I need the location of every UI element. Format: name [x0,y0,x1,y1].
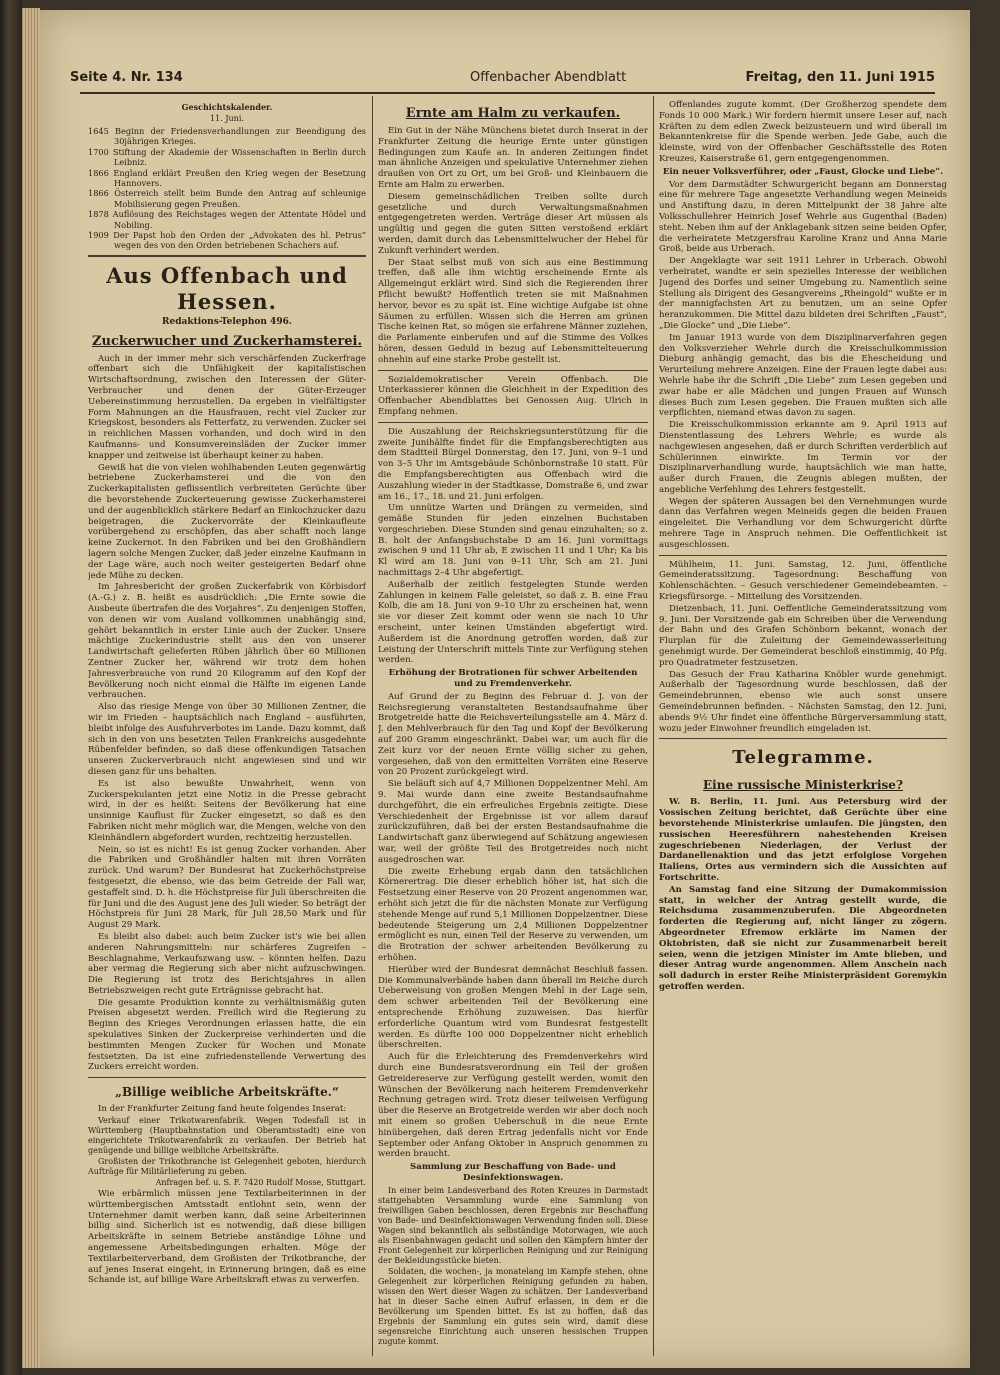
section-title: Aus Offenbach und Hessen. [106,262,348,314]
article-paragraph: In der Frankfurter Zeitung fand heute folgendes Inserat: [98,1104,347,1115]
advertisement-contact: Anfragen bef. u. S. F. 7420 Rudolf Mosse, Stuttgart. [155,1178,366,1188]
local-news: Das Gesuch der Frau Katharina Knöbler wurde genehmigt. Außerhalb der Tagesordnung wurde beschlossen, daß der Gemeindebrunnen, ebenso wie auch sonst unsere Gemeindebrunnen befinden. – Nächsten Samstag, den 12. Juni, abends 9½ Uhr findet eine öffentliche Bürgerversammlung statt, wozu jeder Einwohner freundlich eingeladen ist. [659,669,947,734]
column-divider-1 [372,96,373,1356]
article-title: Ernte am Halm zu verkaufen. [405,106,621,121]
article-paragraph: Im Januar 1913 wurde von dem Disziplinarverfahren gegen den Volksverzieher Wehrle durch die Kreisschulkommission Dieburg anhängig gemacht, das bis die Ehescheidung und Verurteilung mehrere Anzeigen. Eine der Frauen legte dabei aus: Wehrle habe ihr die Schrift „Die Liebe“ zum Lesen gegeben und zwar habe er alle Mädchen und jungen Frauen auf Wunsch dieses Buch zum Lesen gegeben. Die Frauen mußten sich alle verpflichten, niemand etwas davon zu sagen. [659,332,947,419]
article-paragraph: Also das riesige Menge von über 30 Millionen Zentner, die wir im Frieden – hauptsächlich nach England – ausführten, bleibt infolge des Ausfuhrverbotes im Lande. Dazu kommt, daß sich in den von uns besetzten Teilen Frankreichs ausgedehnte Rübenfelder befinden, so daß diese offenkundigen Tatsachen unseren Zuckerverbrauch nicht angewiesen sind und wir diesen ganz für uns behalten. [88,702,366,777]
page-header [70,8,935,85]
advertisement-quote: Verkauf einer Trikotwarenfabrik. Wegen Todesfall ist in Württemberg (Hauptbahnstation und Oberamtsstadt) eine von eingerichtete Trikotwarenfabrik zu verkaufen. Der Betrieb hat genügende und billige weibliche Arbeitskräfte. [88,1116,366,1156]
article-paragraph: Gewiß hat die von vielen wohlhabenden Leuten gegenwärtig betriebene Zuckerhamsterei und die von den Zuckerkapitalisten geflissentlich verbreiteten Gerüchte über die bevorstehende Zuckerteuerung gewisse Zuckerhamsterei und der augenblicklich stärkere Bedarf an Einkochzucker dazu beigetragen, die Zuckervorräte der Kleinkaufleute vorübergehend zu erschöpfen, das aber schafft noch lange keine Zuckernot. In den Fabriken und bei den Großhändlern lagern solche Mengen Zucker, daß jeder einzelne Kaufmann in der Lage wäre, auch noch weiter gesteigerten Bedarf ohne jede Mühe zu decken. [88,462,366,581]
divider [378,422,648,423]
article-paragraph: Auch in der immer mehr sich verschärfenden Zuckerfrage offenbart sich die Unfähigkeit der kapitalistischen Wirtschaftsordnung, zwischen den Interessen der Güter-Verbraucher und denen der Güter-Erzeuger Uebereinstimmung herzustellen. Da ergeben in vielfältigster Form Mahnungen an die Hausfrauen, recht viel Zucker zur Kriegskost, besonders als Fetterfatz, zu verwenden. Zucker sei in reichlichen Massen vorhanden, und doch wird in den Kaufmanns- und Konsumvereinsläden der Zucker immer knapper und zeitweise ist überhaupt keiner zu haben. [88,353,366,461]
calendar-entry: 1878 Auflösung des Reichstages wegen der Attentate Hödel und Nobiling. [88,209,366,230]
article-paragraph: Die zweite Erhebung ergab dann den tatsächlichen Körnerertrag. Die dieser erheblich höher ist, hat sich die Festsetzung einer Reserve von 20 Prozent angenommen war, erhöht sich jetzt die für die nächsten Monate zur Verfügung stehende Menge auf rund 5,1 Millionen Doppelzentner. Diese bedeutende Steigerung um 2,4 Millionen Doppelzentner ermöglicht es nun, einen Teil der Reserve zu verwenden, um die Brotration der schwer arbeitenden Bevölkerung zu erhöhen. [378,866,648,963]
article-paragraph: Der Staat selbst muß von sich aus eine Bestimmung treffen, daß alle ihm wichtig erscheinende Ernte als Allgemeingut erklärt wird. Sind sich die Regierenden ihrer Pflicht bewußt? Hoffentlich treten sie mit Maßnahmen hervor, bevor es zu spät ist. Eine wichtige Aufgabe ist ohne Säumen zu erfüllen. Wissen sich die Herren am grünen Tische keinen Rat, so mögen sie erfahrene Männer zuziehen, die Parlamente einberufen und auf die Stimme des Volkes hören, dessen Geduld in bezug auf Lebensmittelteuerung ohnehin auf eine starke Probe gestellt ist. [378,257,648,365]
telegram-section-title: Telegramme. [732,747,874,769]
header-masthead: Offenbacher Abendblatt [470,70,627,85]
book-binding [0,0,22,1375]
article-paragraph: Sie beläuft sich auf 4,7 Millionen Doppelzentner Mehl. Am 9. Mai wurde dann eine zweite Bestandsaufnahme durchgeführt, die ein erfreuliches Ergebnis zeitigte. Diese Verschiedenheit der Ergebnisse ist vor allem darauf zurückzuführen, daß bei der ersten Bestandsaufnahme die Landwirtschaft ganz überwiegend auf Schätzung angewiesen war, weil der größte Teil des Brotgetreides noch nicht ausgedroschen war. [378,779,648,865]
column-3 [659,100,947,1355]
article-paragraph: Auf Grund der zu Beginn des Februar d. J. von der Reichsregierung veranstalteten Bestandsaufnahme über Brotgetreide hatte die Reichsverteilungsstelle am 4. März d. J. den Mehlverbrauch für den Tag und Kopf der Bevölkerung auf 200 Gramm eingeschränkt. Dabei war, um auch für die Zeit kurz vor der neuen Ernte völlig sicher zu gehen, vorgesehen, daß von den ermittelten Vorräten eine Reserve von 20 Prozent zurückgelegt wird. [378,691,648,778]
article-title: Zuckerwucher und Zuckerhamsterei. [92,333,362,349]
article-paragraph: Im Jahresbericht der großen Zuckerfabrik von Körbisdorf (A.-G.) z. B. heißt es ausdrücklich: „Die Ernte sowie die Ausbeute übertrafen die des Vorjahres“. Zu denjenigen Stoffen, von denen wir vom Ausland vollkommen unabhängig sind, gehört bekanntlich in erster Linie auch der Zucker. Unsere mächtige Zuckerindustrie stellt aus den von unserer Landwirtschaft gelieferten Rüben jährlich über 60 Millionen Zentner Zucker her, während wir trotz dem hohen Jahresverbrauche von rund 20 Kilogramm auf den Kopf der Bevölkerung noch nicht einmal die Hälfte im eigenen Lande verbrauchen. [88,582,366,701]
article-paragraph: Nein, so ist es nicht! Es ist genug Zucker vorhanden. Aber die Fabriken und Großhändler halten mit ihren Vorräten zurück. Und warum? Der Bundesrat hat Zuckerhöchstpreise festgesetzt, die ebenso, wie das beim Getreide der Fall war, gestaffelt sind. D. h. die Höchstpreise für Juli überschreiten die für Juni und die des August jene des Juli wieder. So beträgt der Höchstpreis für Juni 28 Mark, für Juli 28,50 Mark und für August 29 Mark. [88,844,366,931]
article-paragraph: In einer beim Landesverband des Roten Kreuzes in Darmstadt stattgehabten Versammlung wurde eine Sammlung von freiwilligen Gaben beschlossen, deren Ergebnis zur Beschaffung von Bade- und Desinfektionswagen Verwendung finden soll. Diese Wagen sind bekanntlich als selbständige Motorwagen, wie auch als Eisenbahnwagen gedacht und sollen den Kämpfern hinter der Front Gelegenheit zur körperlichen Reinigung und zur Reinigung der Bekleidungsstücke bieten. [378,1185,648,1265]
page-edges [22,8,40,1368]
calendar-entry: 1866 Österreich stellt beim Bunde den Antrag auf schleunige Mobilisierung gegen Preußen. [88,188,366,209]
article-paragraph: Hierüber wird der Bundesrat demnächst Beschluß fassen. Die Kommunalverbände haben dann überall im Reiche durch Ueberweisung von großen Mengen Mehl in der Lage sein, dem schwer arbeitenden Teil der Bevölkerung eine entsprechende Erhöhung zuzuweisen. Das hierfür erforderliche Quantum wird vom Bundesrat festgestellt werden. Es dürfte 100 000 Doppelzentner nicht erheblich überschreiten. [378,964,648,1051]
calendar-entry: 1909 Der Papst hob den Orden der „Advokaten des hl. Petrus“ wegen des von den Orden betriebenen Schachers auf. [88,230,366,251]
local-news: Dietzenbach, 11. Juni. Oeffentliche Gemeinderatssitzung vom 9. Juni. Der Vorsitzende gab ein Schreiben über die Verwendung der Bahn und des Grafen Schönborn bekannt, wonach der Flurplan für die Zuleitung der Gemeindewasserleitung genehmigt wurde. Der Gemeinderat beschloß einstimmig, 40 Pfg. pro Quadratmeter festzusetzen. [659,603,947,668]
article-title: Sammlung zur Beschaffung von Bade- und Desinfektionswagen. [410,1162,616,1183]
calendar-entry: 1866 England erklärt Preußen den Krieg wegen der Besetzung Hannovers. [88,167,366,189]
section-subtitle: Redaktions-Telephon 496. [162,316,292,327]
column-2 [378,100,648,1355]
telegram-headline: Eine russische Ministerkrise? [703,778,903,793]
article-title: „Billige weibliche Arbeitskräfte.“ [115,1085,339,1100]
article-paragraph: Offenlandes zugute kommt. (Der Großherzog spendete dem Fonds 10 000 Mark.) Wir fordern hiermit unsere Leser auf, nach Kräften zu dem edlen Zweck beizusteuern und wird überall im Bekanntenkreise für die Spende werben. Jede Gabe, auch die kleinste, wird von der Offenbacher Geschäftsstelle des Roten Kreuzes, Kaiserstraße 61, gern entgegengenommen. [659,100,947,164]
local-news: Mühlheim, 11. Juni. Samstag, 12. Juni, öffentliche Gemeinderatssitzung. Tagesordnung: Beschaffung von Kohlenschächten. – Gesuch verschiedener Gemeindebeamten. – Kriegsfürsorge. – Mitteilung des Vorsitzenden. [659,559,947,603]
column-1 [88,100,366,1355]
telegram-paragraph: An Samstag fand eine Sitzung der Dumakommission statt, in welcher der Antrag gestellt wurde, die Reichsduma zusammenzuberufen. Die Abgeordneten forderten die Regierung auf, nicht länger zu zögern. Abgeordneter Efremow erklärte im Namen der Oktobristen, daß sie nicht zur Zusammenarbeit bereit seien, wenn die jetzigen Minister im Amte blieben, und dieser Antrag wurde angenommen. Allem Anschein nach soll dadurch in erster Reihe Ministerpräsident Goremykin getroffen werden. [659,884,947,992]
divider [378,370,648,371]
article-paragraph: Außerhalb der zeitlich festgelegten Stunde werden Zahlungen in keinem Falle geleistet, so daß z. B. eine Frau Kolb, die am 18. Juni von 9–10 Uhr zu erscheinen hat, wenn sie vor dieser Zeit kommt oder wenn sie nach 10 Uhr erscheint, unter keinen Umständen abgefertigt wird. Außerdem ist die Anordnung getroffen worden, daß zur Leistung der Unterschrift mittels Tinte zur Verfügung stehen werden. [378,579,648,666]
column-divider-2 [653,96,654,1356]
telegram-paragraph: W. B. Berlin, 11. Juni. Aus Petersburg wird der Vossischen Zeitung berichtet, daß Gerüchte über eine bevorstehende Ministerkrise umlaufen. Die jüngsten, den russischen Heeresführern nahestehenden Kreisen zugeschriebenen Niederlagen, der Verlust der Dardanellenaktion und das jetzt erfolglose Vorgehen Italiens, Ortes aus vermindern sich die Aussichten auf Fortschritte. [659,797,947,883]
divider [659,738,947,739]
article-paragraph: Auch für die Erleichterung des Fremdenverkehrs wird durch eine Bundesratsverordnung ein Teil der großen Getreidereserve zur Verfügung gestellt werden, womit den Wünschen der Bevölkerung nach heiterem Fremdenverkehr Rechnung getragen wird. Trotz dieser teilweisen Verfügung über die Reserve an Brotgetreide werden wir aber doch noch mit einem so großen Ueberschuß in die neue Ernte hinübergehen, daß deren Ertrag jedenfalls nicht vor Ende September oder Anfang Oktober in Anspruch genommen zu werden braucht. [378,1052,648,1160]
article-paragraph: Die Auszahlung der Reichskriegsunterstützung für die zweite Junihälfte findet für die Empfangsberechtigten aus dem Stadtteil Bürgel Donnerstag, den 17. Juni, von 9–1 und von 3–5 Uhr im Amtsgebäude Schönbornstraße 10 statt. Für die Empfangsberechtigten aus Offenbach wird die Auszahlung wieder in der Stadtkasse, Domstraße 6, und zwar am 16., 17., 18. und 21. Juni erfolgen. [378,426,648,502]
club-notice: Sozialdemokratischer Verein Offenbach. Die Unterkassierer können die Gleichheit in der Expedition des Offenbacher Abendblattes bei Genossen Aug. Ulrich in Empfang nehmen. [378,374,648,417]
calendar-entry: 1700 Stiftung der Akademie der Wissenschaften in Berlin durch Leibniz. [88,146,366,168]
article-paragraph: Die Kreisschulkommission erkannte am 9. April 1913 auf Dienstentlassung des Lehrers Wehrle; es wurde als nachgewiesen angesehen, daß er durch Schriften verderblich auf Schülerinnen einwirkte. Im Termin vor der Disziplinarverhandlung wurde, hauptsächlich wie man hatte, außer durch Frauen, die Zeugnis ablegen mußten, der angebliche Verfehlung des Lehrers festgestellt. [659,420,947,495]
article-paragraph: Es bleibt also dabei: auch beim Zucker ist's wie bei allen anderen Nahrungsmitteln: nur schärferes Zugreifen – Beschlagnahme, Verkaufszwang usw. – könnten helfen. Dazu aber vermag die Regierung sich aber nicht aufzuschwingen. Die Regierung ist trotz des Berichtsjahres in allen Betriebszweigen recht gute Erträgnisse gebracht hat. [88,931,366,996]
article-paragraph: Wie erbärmlich müssen jene Textilarbeiterinnen in der württembergischen Amtsstadt entlohnt sein, wenn der Unternehmer damit werben kann, daß seine Arbeiterinnen billig sind. Sicherlich ist es notwendig, daß diese billigen Arbeitskräfte in seinem Betriebe anständige Löhne und angemessene Arbeitsbedingungen erhalten. Möge der Textilarbeiterverband, dem Großisten der Trikotbranche, der auf jenes Inserat eingeht, in Erinnerung bringen, daß es eine Schande ist, auf billige Ware Arbeitskraft etwas zu verwerfen. [88,1189,366,1286]
article-paragraph: Die gesamte Produktion konnte zu verhältnismäßig guten Preisen abgesetzt werden. Freilich wird die Regierung zu Beginn des Krieges Verordnungen erlassen hatte, die ein spekulatives Sinken der Zuckerpreise verhinderten und die bestimmten Mengen Zucker für Wochen und Monate festsetzten. Da ist eine zufriedenstellende Verwertung des Zuckers erreicht worden. [88,997,366,1073]
article-paragraph: Vor dem Darmstädter Schwurgericht begann am Donnerstag eine für mehrere Tage angesetzte Verhandlung wegen Meineids und Anstiftung dazu, in deren Mittelpunkt der 38 Jahre alte Volksschullehrer Heinrich Josef Wehrle aus Gugenthal (Baden) steht. Neben ihm auf der Anklagebank sitzen seine beiden Opfer, die verheiratete Metzgersfrau Karoline Kranz und Anna Marie Groß, beide aus Urberach. [659,179,947,255]
divider [659,555,947,556]
calendar-entry: 1645 Beginn der Friedensverhandlungen zur Beendigung des 30jährigen Krieges. [88,126,366,147]
article-paragraph: Wegen der späteren Aussagen bei den Vernehmungen wurde dann das Verfahren wegen Meineids gegen die beiden Frauen eingeleitet. Die Verhandlung vor dem Schwurgericht dürfte mehrere Tage in Anspruch nehmen. Die Oeffentlichkeit ist ausgeschlossen. [659,496,947,550]
divider [88,1077,366,1078]
article-paragraph: Diesem gemeinschädlichen Treiben sollte durch gesetzliche und durch Verwaltungsmaßnahmen entgegengetreten werden. Verträge dieser Art müssen als ungültig und gegen die guten Sitten verstoßend erklärt werden, damit durch das Lebensmittelwucher der Hebel für Zukunft verhindert werden. [378,191,648,256]
advertisement-quote: Großisten der Trikotbranche ist Gelegenheit geboten, hierdurch Aufträge für Militärlieferung zu geben. [88,1157,366,1177]
article-paragraph: Es ist also bewußte Unwahrheit, wenn von Zuckerspekulanten jetzt eine Notiz in die Presse gebracht wird, in der es heißt: Seitens der Bevölkerung hat eine unsinnige Kauflust für Zucker eingesetzt, so daß es den Fabriken nicht mehr möglich war, die Mengen, welche von den Kleinhändlern abgefordert wurden, rechtzeitig herzustellen. [88,778,366,843]
article-paragraph: Soldaten, die wochen-, ja monatelang im Kampfe stehen, ohne Gelegenheit zur körperlichen Reinigung gefunden zu haben, wissen den Wert dieser Wagen zu schätzen. Der Landesverband hat in dieser Sache einen Aufruf erlassen, in dem er die Bevölkerung um Spenden bittet. Es ist zu hoffen, daß das Ergebnis der Sammlung ein gutes sein wird, damit diese segensreiche Einrichtung auch unseren hessischen Truppen zugute kommt. [378,1266,648,1346]
calendar-date: 11. Juni. [210,114,244,123]
calendar-title: Geschichtskalender. [181,102,273,112]
article-title: Erhöhung der Brotrationen für schwer Arbeitenden und zu Fremdenverkehr. [388,668,638,690]
divider [88,255,366,257]
header-page-number: Seite 4. Nr. 134 [70,70,183,85]
right-background [970,0,1000,1375]
header-date: Freitag, den 11. Juni 1915 [745,70,935,85]
article-title: Ein neuer Volksverführer, oder „Faust, Glocke und Liebe“. [662,166,944,177]
article-paragraph: Ein Gut in der Nähe Münchens bietet durch Inserat in der Frankfurter Zeitung die heurige Ernte unter günstigen Bedingungen zum Kaufe an. In anderen Zeitungen findet man ähnliche Anzeigen und spekulative Unternehmer ziehen draußen von Ort zu Ort, um bei Groß- und Kleinbauern die Ernte am Halm zu erwerben. [378,126,648,190]
header-rule [80,92,935,94]
article-paragraph: Um unnütze Warten und Drängen zu vermeiden, sind gemäße Stunden für jeden einzelnen Buchstaben vorgeschrieben. Diese Stunden sind genau einzuhalten; so z. B. holt der Anfangsbuchstabe D am 16. Juni vormittags zwischen 9 und 11 Uhr ab, E zwischen 11 und 1 Uhr; Ka bis Kl wird am 18. Juni von 9–11 Uhr, Sch am 21. Juni nachmittags 2–4 Uhr abgefertigt. [378,503,648,579]
calendar-list [88,126,366,251]
article-paragraph: Der Angeklagte war seit 1911 Lehrer in Urberach. Obwohl verheiratet, wandte er sein spezielles Interesse der weiblichen Jugend des Dorfes und seiner Umgebung zu. Namentlich seine Stellung als Dirigent des Gesangvereins „Rheingold“ wußte er in der mannigfachsten Art zu benutzen, um an seine Opfer heranzukommen. Die Mittel dazu bildeten drei Schriften „Faust“, „Die Glocke“ und „Die Liebe“. [659,256,947,331]
